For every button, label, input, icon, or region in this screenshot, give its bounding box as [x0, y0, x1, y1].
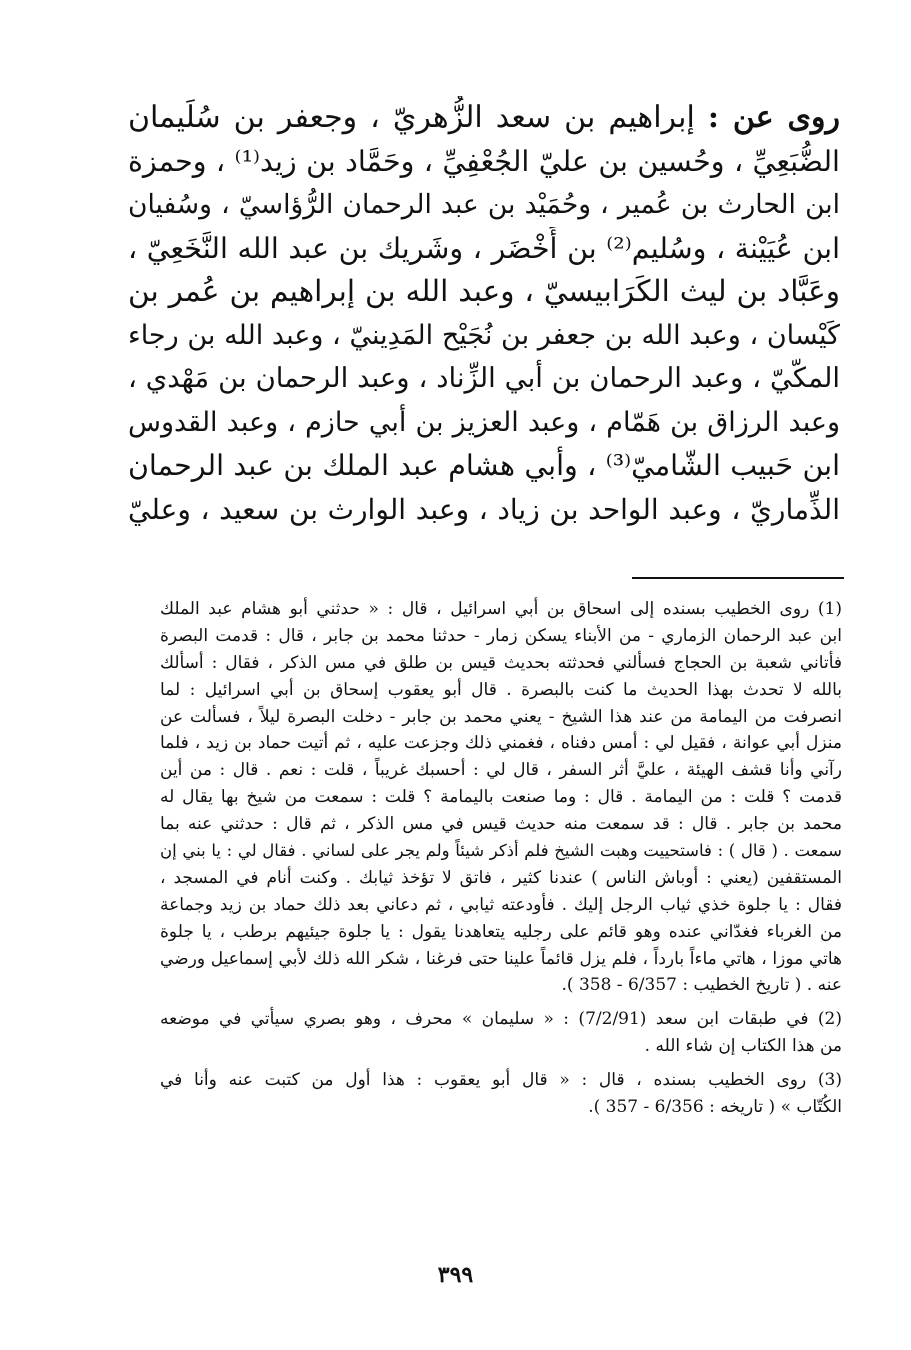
- footnote-line: المستقفين (يعني : أوباش الناس ) عندنا كثير ، فاتق لا تؤخذ ثيابك . وكنت أنام في المسجد ،: [160, 867, 842, 888]
- main-text: [128, 96, 840, 531]
- footnote-1: [160, 596, 842, 999]
- footnotes: [160, 596, 842, 1121]
- footnote-line: ابن عبد الرحمان الزماري - من الأبناء يسكن زمار - حدثنا محمد بن جابر ، قال : قدمت البصرة: [160, 625, 842, 646]
- footnote-line: فأتاني شعبة بن الحجاج فسألني فحدثته بحديث قيس بن طلق في مس الذكر ، فقال : أسألك: [160, 652, 842, 673]
- footnote-line: (3) روى الخطيب بسنده ، قال : « قال أبو يعقوب : هذا أول من كتبت عنه وأنا في: [160, 1070, 842, 1091]
- main-line: ابن حَبيب الشّاميّ⁽³⁾ ، وأبي هشام عبد الملك بن عبد الرحمان: [128, 449, 840, 482]
- footnote-2: [160, 1006, 842, 1060]
- footnote-line: من هذا الكتاب إن شاء الله .: [644, 1036, 842, 1057]
- footnote-line: الكُتّاب » ( تاريخه : 6/356 - 357 ).: [588, 1097, 842, 1118]
- footnote-line: من الغرباء فغدّاني عنده وهو قائم على رجليه يتعاهدنا يقول : يا جلوة جيئيهم برطب ، يا جلوة: [160, 921, 842, 942]
- main-line: المكّيّ ، وعبد الرحمان بن أبي الزِّناد ، وعبد الرحمان بن مَهْدي ،: [128, 362, 840, 394]
- main-line: الذِّماريّ ، وعبد الواحد بن زياد ، وعبد الوارث بن سعيد ، وعليّ: [128, 492, 840, 526]
- footnote-line: قدمت ؟ قلت : من اليمامة . قال : وما صنعت باليمامة ؟ قلت : سمعت من شيخ بها يقال له: [160, 787, 842, 808]
- footnote-line: فقال : يا جلوة خذي ثياب الرجل إليك . فأودعته ثيابي ، ثم دعاني بعد ذلك حماد بن زيد وجماعة: [160, 894, 842, 915]
- footnote-3: [160, 1067, 842, 1121]
- main-line: كَيْسان ، وعبد الله بن جعفر بن نُجَيْح المَدِينيّ ، وعبد الله بن رجاء: [128, 319, 840, 351]
- main-line: روى عن : إبراهيم بن سعد الزُّهريّ ، وجعفر بن سُلَيمان: [128, 100, 840, 135]
- footnote-line: (2) في طبقات ابن سعد (7/2/91) : « سليمان » محرف ، وهو بصري سيأتي في موضعه: [160, 1009, 842, 1030]
- main-line: الضُّبَعِيِّ ، وحُسين بن عليّ الجُعْفِيِّ ، وحَمَّاد بن زيد⁽¹⁾ ، وحمزة: [128, 144, 840, 178]
- main-line: ابن عُيَيْنة ، وسُليم⁽²⁾ بن أَخْضَر ، وشَريك بن عبد الله النَّخَعِيّ ،: [128, 231, 840, 265]
- footnote-line: (1) روى الخطيب بسنده إلى اسحاق بن أبي اسرائيل ، قال : « حدثني أبو هشام عبد الملك: [160, 599, 842, 619]
- footnote-line: سمعت . ( قال ) : فاستحييت وهبت الشيخ فلم أذكر شيئاً ولم يجر على لساني . فقال لي : يا بني إن: [160, 841, 842, 861]
- main-line: وعبد الرزاق بن هَمّام ، وعبد العزيز بن أبي حازم ، وعبد القدوس: [128, 406, 840, 438]
- footnote-gap: [160, 999, 842, 1006]
- main-line: ابن الحارث بن عُمير ، وحُمَيْد بن عبد الرحمان الرُّؤاسيّ ، وسُفيان: [128, 189, 840, 220]
- footnote-line: انصرفت من اليمامة من عند هذا الشيخ - يعني محمد بن جابر - دخلت البصرة ليلاً ، فسألت عن: [160, 706, 842, 727]
- footnote-line: بالله لا تحدث بهذا الحديث ما كنت بالبصرة . قال أبو يعقوب إسحاق بن أبي اسرائيل : لما: [160, 679, 842, 700]
- page-number: ٣٩٩: [437, 1262, 474, 1288]
- footnote-divider: [632, 577, 844, 579]
- footnote-gap: [160, 1060, 842, 1067]
- main-line: وعَبَّاد بن ليث الكَرَابيسيّ ، وعبد الله بن إبراهيم بن عُمر بن: [128, 274, 840, 308]
- footnote-line: محمد بن جابر . قال : قد سمعت منه حديث قيس في مس الذكر ، ثم قال : حدثني عنه بما: [160, 814, 842, 835]
- footnote-line: هاتي موزا ، هاتي ماءاً بارداً ، فلم يزل قائماً علينا حتى فرغنا ، شكر الله ذلك لأبي إسماعيل ورضي: [160, 948, 842, 969]
- footnote-line: رآني وأنا قشف الهيئة ، عليَّ أثر السفر ، قال لي : أحسبك غريباً ، قلت : نعم . قال : من أين: [160, 760, 842, 781]
- footnote-line: منزل أبي عوانة ، فقيل لي : أمس دفناه ، فغمني ذلك وجزعت عليه ، ثم أتيت حماد بن زيد ، فلما: [160, 733, 842, 754]
- footnote-line: عنه . ( تاريخ الخطيب : 6/357 - 358 ).: [561, 975, 842, 996]
- lead-heading: روى عن :: [707, 100, 840, 135]
